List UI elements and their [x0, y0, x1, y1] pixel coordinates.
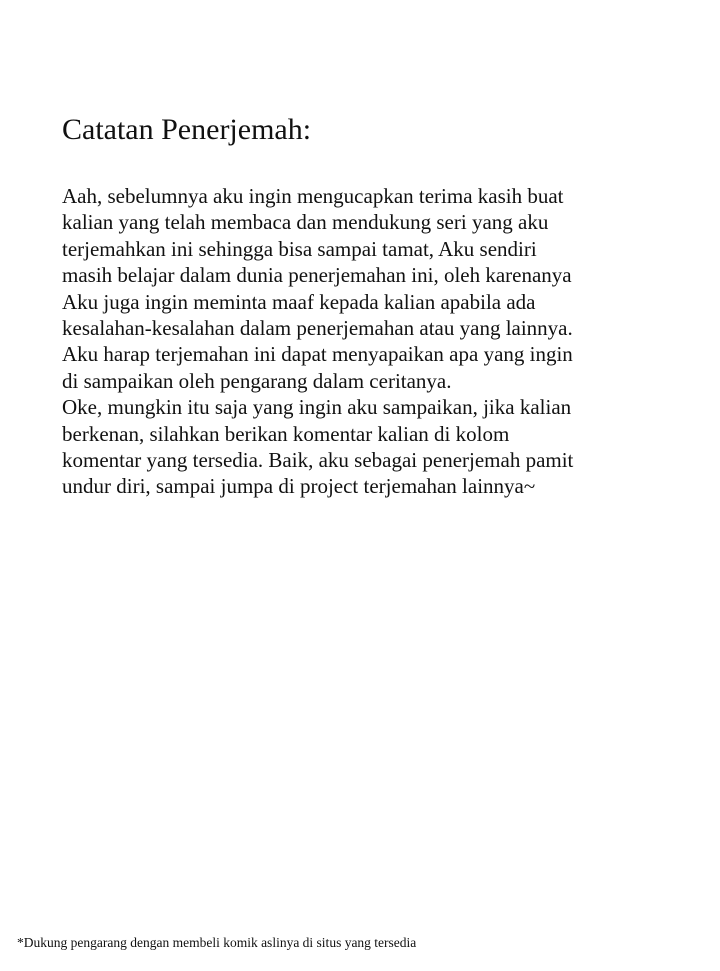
- note-line: masih belajar dalam dunia penerjemahan ini, oleh karenanya: [62, 263, 572, 288]
- page-title: Catatan Penerjemah:: [62, 113, 312, 146]
- note-line: komentar yang tersedia. Baik, aku sebagai penerjemah pamit: [62, 447, 574, 472]
- support-footnote: *Dukung pengarang dengan membeli komik aslinya di situs yang tersedia: [17, 935, 417, 950]
- note-line: Aku harap terjemahan ini dapat menyapaikan apa yang ingin: [62, 342, 573, 367]
- note-line: undur diri, sampai jumpa di project terjemahan lainnya~: [62, 474, 536, 499]
- note-line: Oke, mungkin itu saja yang ingin aku sampaikan, jika kalian: [62, 395, 572, 420]
- note-line: kalian yang telah membaca dan mendukung seri yang aku: [62, 210, 549, 235]
- note-line: Aku juga ingin meminta maaf kepada kalian apabila ada: [62, 289, 536, 314]
- note-line: berkenan, silahkan berikan komentar kalian di kolom: [62, 421, 510, 446]
- note-line: Aah, sebelumnya aku ingin mengucapkan terima kasih buat: [62, 184, 564, 208]
- note-line: di sampaikan oleh pengarang dalam ceritanya.: [62, 368, 452, 393]
- note-line: kesalahan-kesalahan dalam penerjemahan atau yang lainnya.: [62, 315, 573, 340]
- note-line: terjemahkan ini sehingga bisa sampai tamat, Aku sendiri: [62, 236, 537, 261]
- note-body: [62, 183, 573, 500]
